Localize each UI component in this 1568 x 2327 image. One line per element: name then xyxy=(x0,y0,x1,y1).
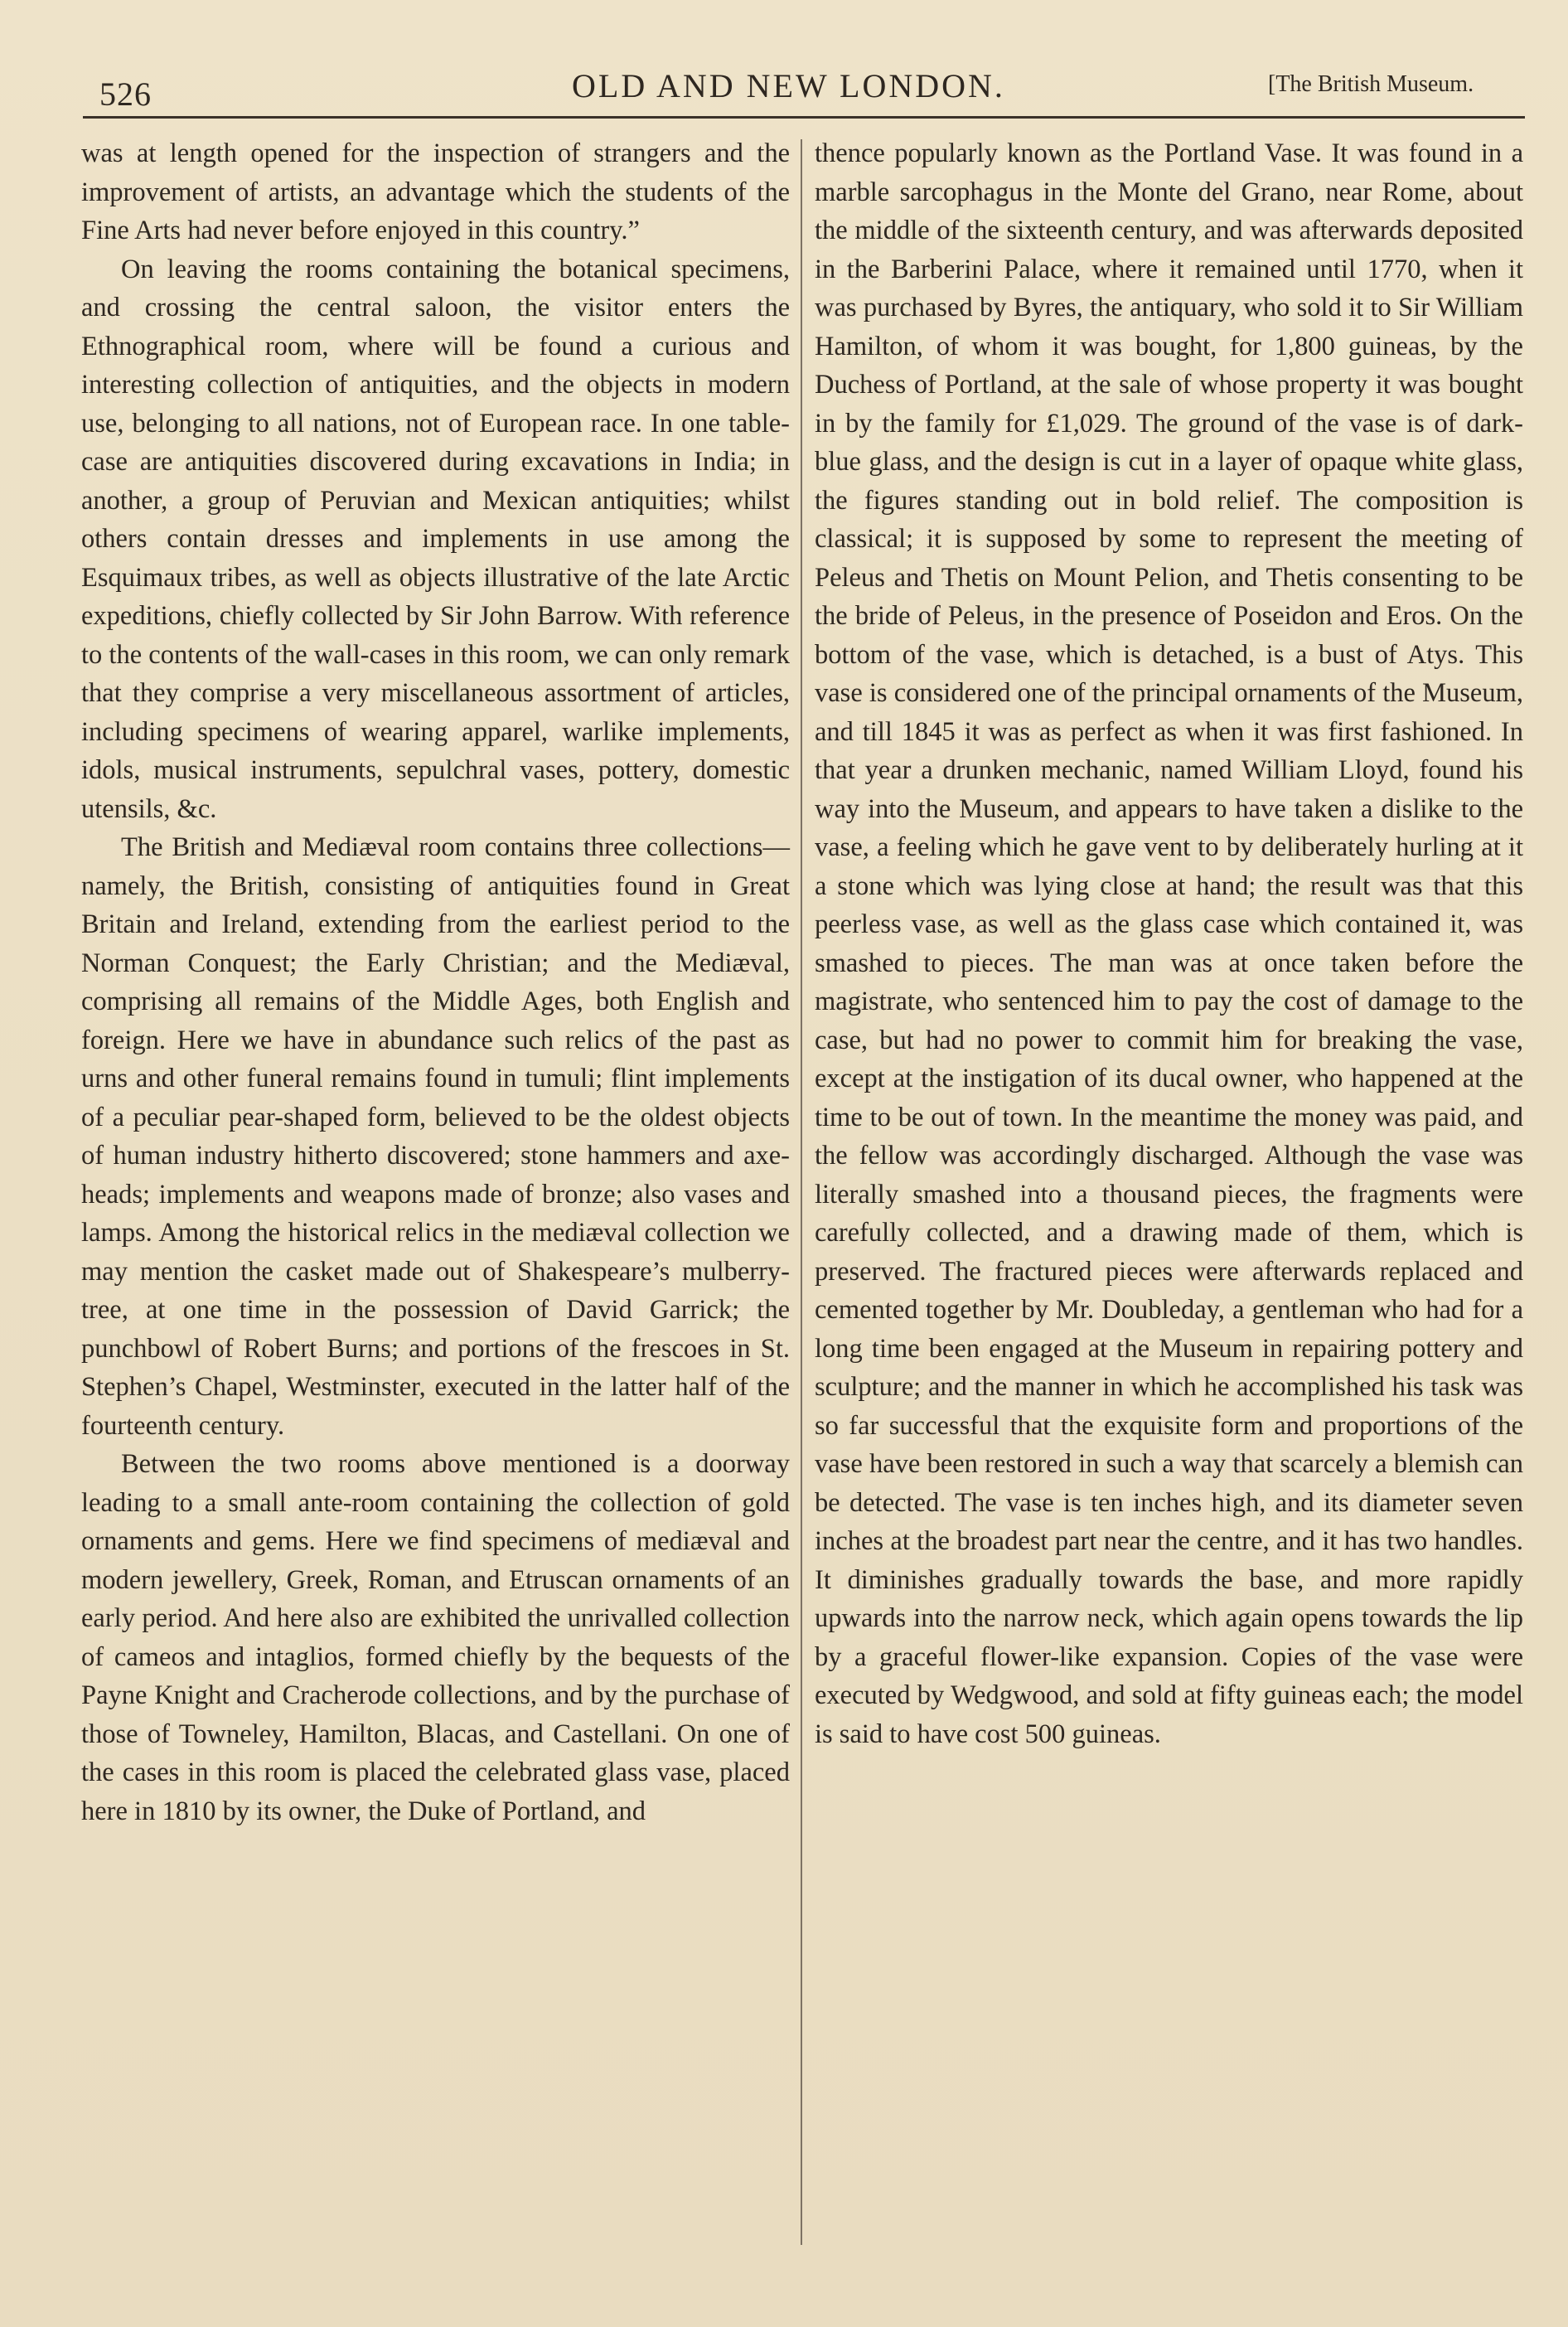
paragraph-gold-ornaments-room: Between the two rooms above mentioned is a doorway leading to a small ante-room containing the collection of gold ornaments and gems. Here we find specimens of mediæval and modern jewellery, Greek, Roman, and Etruscan ornaments of an early period. And here also are exhibited the unrivalled collection of cameos and intaglios, formed chiefly by the bequests of the Payne Knight and Cracherode collections, and by the purchase of those of Towneley, Hamilton, Blacas, and Castellani. On one of the cases in this room is placed the celebrated glass vase, placed here in 1810 by its owner, the Duke of Portland, and xyxy=(81,1449,790,1826)
paragraph-british-mediaeval-room: The British and Mediæval room contains three collections—namely, the British, consisting of antiquities found in Great Britain and Ireland, extending from the earliest period to the Norman Conquest; the Early Christian; and the Mediæval, comprising all remains of the Middle Ages, both English and foreign. Here we have in abundance such relics of the past as urns and other funeral remains found in tumuli; flint implements of a peculiar pear-shaped form, believed to be the oldest objects of human industry hitherto discovered; stone hammers and axe-heads; implements and weapons made of bronze; also vases and lamps. Among the historical relics in the mediæval collection we may mention the casket made out of Shakespeare’s mulberry-tree, at one time in the possession of David Garrick; the punchbowl of Robert Burns; and portions of the frescoes in St. Stephen’s Chapel, Westminster, executed in the latter half of the fourteenth century. xyxy=(81,832,790,1441)
running-title: OLD AND NEW LONDON. xyxy=(572,67,1005,104)
page-number: 526 xyxy=(99,75,152,113)
right-column xyxy=(815,134,1523,1753)
header-rule xyxy=(83,116,1525,119)
column-divider xyxy=(801,139,802,2245)
section-reference: [The British Museum. xyxy=(1268,71,1474,97)
paragraph-ethnographical-room: On leaving the rooms containing the botanical specimens, and crossing the central saloon, the visitor enters the Ethnographical room, where will be found a curious and interesting collection of antiquities, and the objects in modern use, belonging to all nations, not of European race. In one table-case are antiquities discovered during excavations in India; in another, a group of Peruvian and Mexican antiquities; whilst others contain dresses and implements in use among the Esquimaux tribes, as well as objects illustrative of the late Arctic expeditions, chiefly collected by Sir John Barrow. With reference to the contents of the wall-cases in this room, we can only remark that they comprise a very miscellaneous assortment of articles, including specimens of wearing apparel, warlike implements, idols, musical instruments, sepulchral vases, pottery, domestic utensils, &c. xyxy=(81,254,790,824)
paragraph-continued: was at length opened for the inspection of strangers and the improvement of artists, an advantage which the students of the Fine Arts had never before enjoyed in this country.” xyxy=(81,138,790,245)
paragraph-portland-vase: thence popularly known as the Portland Vase. It was found in a marble sarcophagus in the Monte del Grano, near Rome, about the middle of the sixteenth century, and was afterwards deposited in the Barberini Palace, where it remained until 1770, when it was purchased by Byres, the antiquary, who sold it to Sir William Hamilton, of whom it was bought, for 1,800 guineas, by the Duchess of Portland, at the sale of whose property it was bought in by the family for £1,029. The ground of the vase is of dark-blue glass, and the design is cut in a layer of opaque white glass, the figures standing out in bold relief. The composition is classical; it is supposed by some to represent the meeting of Peleus and Thetis on Mount Pelion, and Thetis consenting to be the bride of Peleus, in the presence of Poseidon and Eros. On the bottom of the vase, which is detached, is a bust of Atys. This vase is considered one of the principal ornaments of the Museum, and till 1845 it was as perfect as when it was first fashioned. In that year a drunken mechanic, named William Lloyd, found his way into the Museum, and appears to have taken a dislike to the vase, a feeling which he gave vent to by deliberately hurling at it a stone which was lying close at hand; the result was that this peerless vase, as well as the glass case which contained it, was smashed to pieces. The man was at once taken before the magistrate, who sentenced him to pay the cost of damage to the case, but had no power to commit him for breaking the vase, except at the instigation of its ducal owner, who happened at the time to be out of town. In the meantime the money was paid, and the fellow was accordingly discharged. Although the vase was literally smashed into a thousand pieces, the fragments were carefully collected, and a drawing made of them, which is preserved. The fractured pieces were afterwards replaced and cemented together by Mr. Doubleday, a gentleman who had for a long time been engaged at the Museum in repairing pottery and sculpture; and the manner in which he accomplished his task was so far successful that the exquisite form and proportions of the vase have been restored in such a way that scarcely a blemish can be detected. The vase is ten inches high, and its diameter seven inches at the broadest part near the centre, and it has two handles. It diminishes gradually towards the base, and more rapidly upwards into the narrow neck, which again opens towards the lip by a graceful flower-like expansion. Copies of the vase were executed by Wedgwood, and sold at fifty guineas each; the model is said to have cost 500 guineas. xyxy=(815,138,1523,1749)
left-column xyxy=(81,134,790,1830)
